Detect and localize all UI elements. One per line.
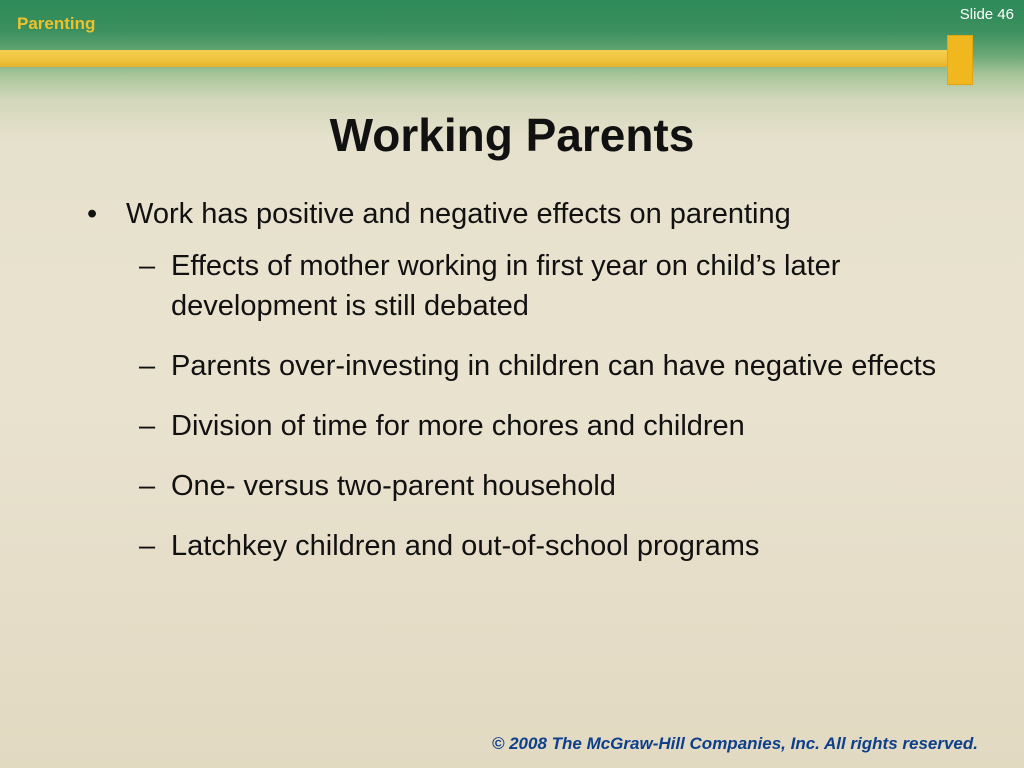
bullet-marker: • [87, 198, 98, 230]
sub-bullet-marker: – [139, 470, 156, 502]
sub-bullet-marker: – [139, 250, 156, 282]
section-label: Parenting [17, 14, 96, 33]
sub-bullet-item [82, 346, 942, 386]
sub-bullet-marker: – [139, 410, 156, 442]
sub-bullet-marker: – [139, 530, 156, 562]
slide-number: Slide 46 [959, 6, 1014, 23]
sub-bullet-text: Parents over-investing in children can have negative effects [171, 350, 937, 382]
bullet-item [82, 194, 942, 234]
sub-bullet-item [82, 466, 942, 506]
slide-title: Working Parents [329, 109, 695, 161]
copyright-notice: © 2008 The McGraw-Hill Companies, Inc. All rights reserved. [491, 734, 978, 753]
sub-bullet-text: Effects of mother working in first year on child’s later development is still debated [171, 250, 841, 322]
sub-bullet-text: Latchkey children and out-of-school programs [171, 530, 760, 562]
sub-bullet-text: Division of time for more chores and children [171, 410, 745, 442]
header-gold-bar [0, 50, 958, 67]
bullet-content [82, 194, 942, 586]
sub-bullet-item [82, 406, 942, 446]
bullet-text: Work has positive and negative effects on parenting [126, 198, 791, 230]
sub-bullet-item [82, 246, 942, 326]
sub-bullet-marker: – [139, 350, 156, 382]
sub-bullet-text: One- versus two-parent household [171, 470, 616, 502]
header-gold-block [947, 35, 973, 85]
sub-bullet-item [82, 526, 942, 566]
